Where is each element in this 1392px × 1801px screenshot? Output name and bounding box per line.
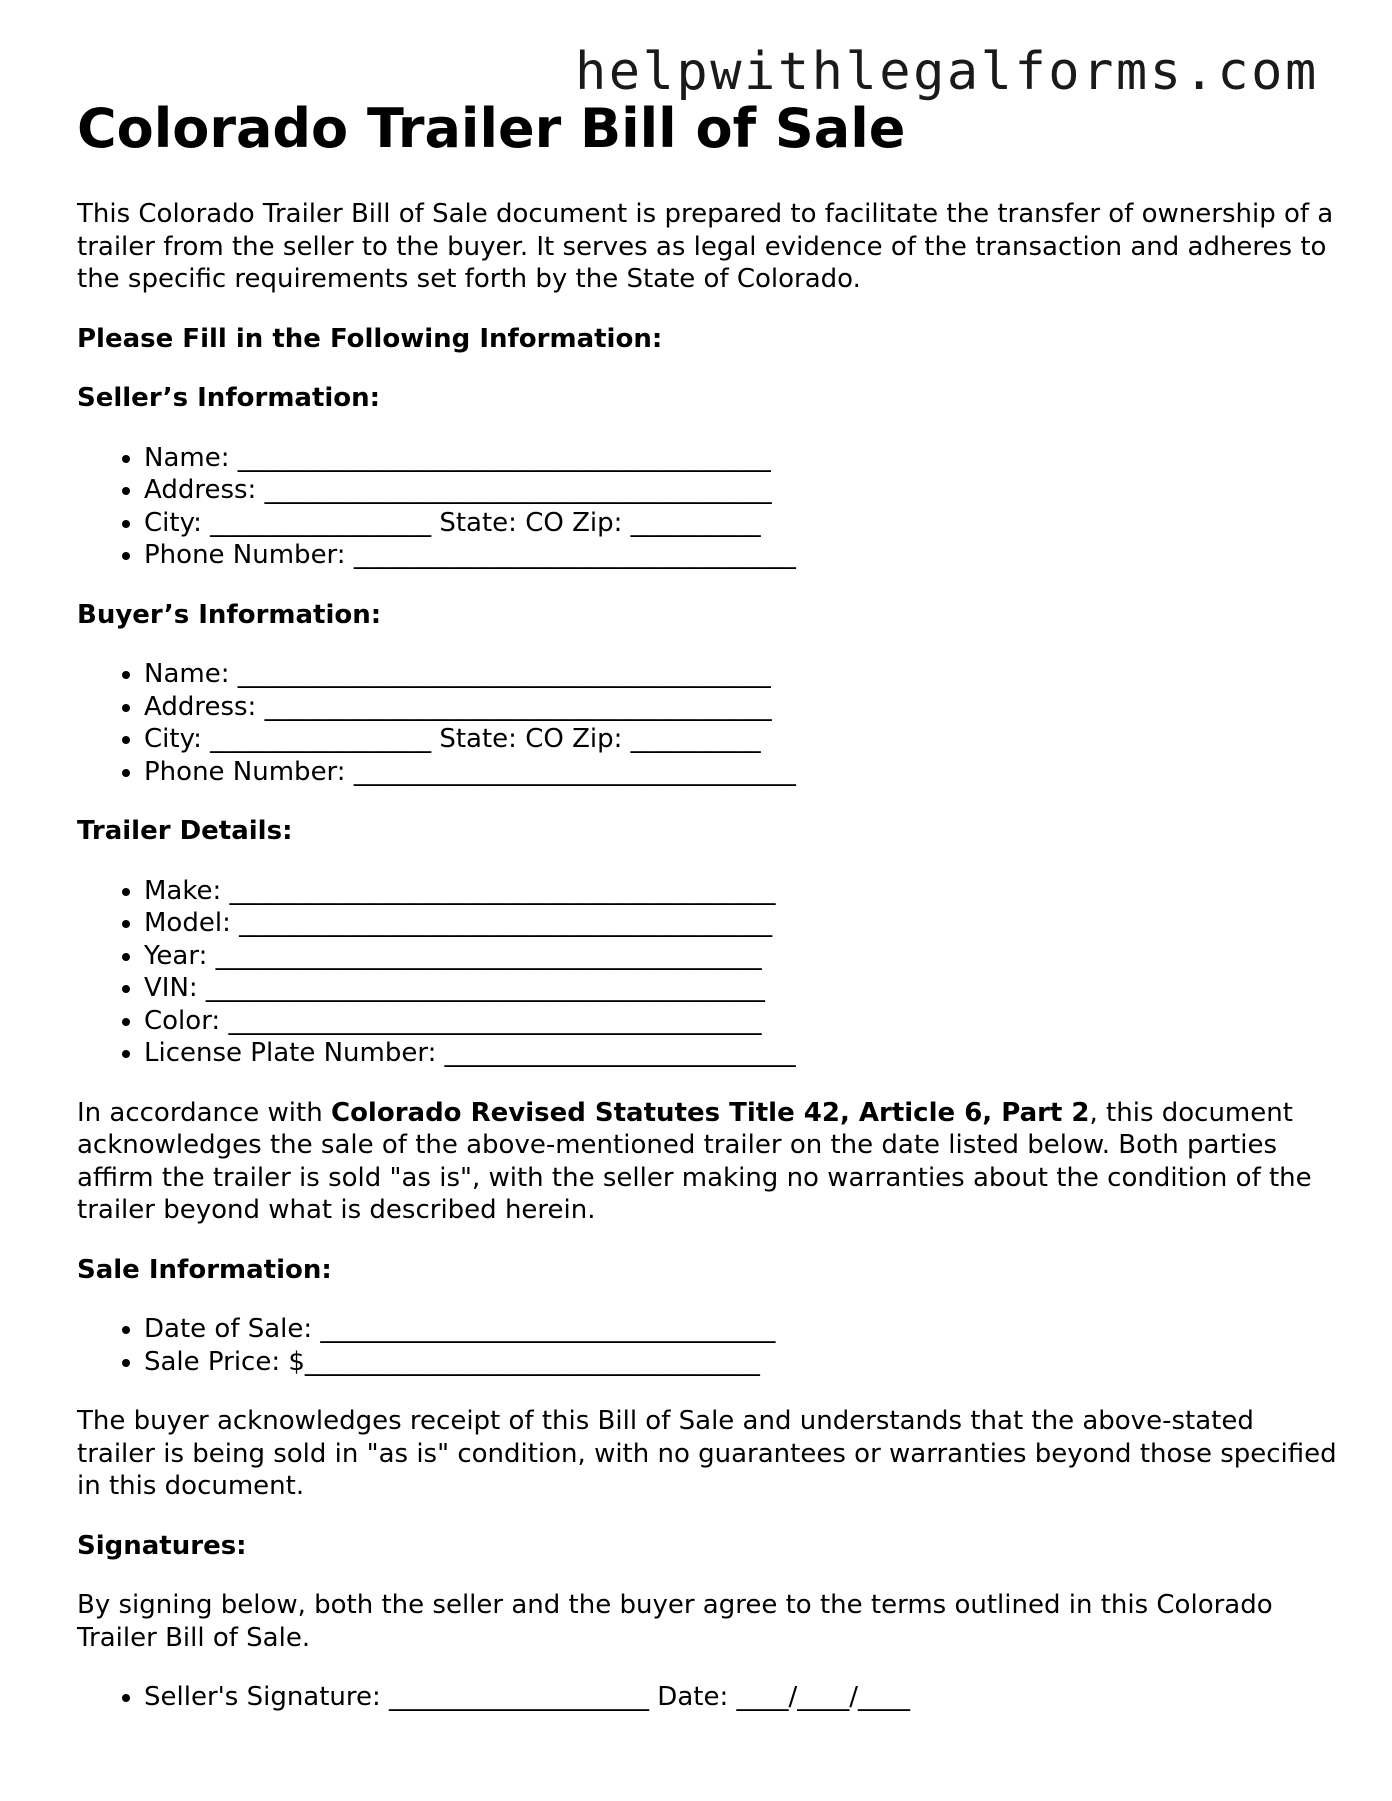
trailer-color-field[interactable]: • Color: _________________________________________ xyxy=(144,1005,1337,1038)
buyer-phone-field[interactable]: • Phone Number: __________________________________ xyxy=(144,756,1337,789)
seller-city-state-zip-field[interactable]: • City: _________________ State: CO Zip: __________ xyxy=(144,507,1337,540)
statute-paragraph xyxy=(77,1097,1337,1227)
buyer-heading: Buyer’s Information: xyxy=(77,599,382,630)
sale-info-list xyxy=(77,1313,1337,1378)
intro-paragraph: This Colorado Trailer Bill of Sale document is prepared to facilitate the transfer of ownership of a trailer from the seller to the buyer. It serves as legal evidence of the transaction and adheres to the specific requirements set forth by the State of Colorado. xyxy=(77,199,1334,294)
trailer-year-field[interactable]: • Year: __________________________________________ xyxy=(144,940,1337,973)
buyer-name-field[interactable]: • Name: _________________________________________ xyxy=(144,658,1337,691)
acknowledgement-paragraph: The buyer acknowledges receipt of this Bill of Sale and understands that the above-stated trailer is being sold in "as is" condition, with no guarantees or warranties beyond those specified in this document. xyxy=(77,1406,1337,1501)
signatures-list xyxy=(77,1681,1337,1714)
seller-heading: Seller’s Information: xyxy=(77,383,381,413)
sale-price-field[interactable]: • Sale Price: $___________________________________ xyxy=(144,1346,1337,1379)
statute-text-after: , this document acknowledges the sale of the above-mentioned trailer on the date listed below. Both parties affirm the trailer is sold "as is", with the seller making no warranties about the condition of the trailer beyond what is described herein. xyxy=(77,1097,1312,1225)
seller-info-list xyxy=(77,442,1337,572)
trailer-vin-field[interactable]: • VIN: ___________________________________________ xyxy=(144,972,1337,1005)
buyer-address-field[interactable]: • Address: _______________________________________ xyxy=(144,691,1337,724)
buyer-info-list xyxy=(77,658,1337,788)
document-body xyxy=(77,198,1337,1741)
watermark: helpwithlegalforms.com xyxy=(575,42,1319,102)
trailer-make-field[interactable]: • Make: __________________________________________ xyxy=(144,875,1337,908)
seller-name-field[interactable]: • Name: _________________________________________ xyxy=(144,442,1337,475)
sale-heading: Sale Information: xyxy=(77,1254,332,1285)
seller-phone-field[interactable]: • Phone Number: __________________________________ xyxy=(144,539,1337,572)
document-title: Colorado Trailer Bill of Sale xyxy=(77,97,906,160)
fill-heading: Please Fill in the Following Information: xyxy=(77,323,663,354)
trailer-heading: Trailer Details: xyxy=(77,816,293,846)
statute-text-before: In accordance with xyxy=(77,1097,331,1128)
seller-address-field[interactable]: • Address: _______________________________________ xyxy=(144,474,1337,507)
buyer-city-state-zip-field[interactable]: • City: _________________ State: CO Zip: __________ xyxy=(144,723,1337,756)
seller-signature-field[interactable]: • Seller's Signature: ____________________ Date: ____/____/____ xyxy=(144,1681,1337,1714)
signatures-paragraph: By signing below, both the seller and the buyer agree to the terms outlined in this Colorado Trailer Bill of Sale. xyxy=(77,1590,1273,1653)
signatures-heading: Signatures: xyxy=(77,1530,247,1561)
trailer-model-field[interactable]: • Model: _________________________________________ xyxy=(144,907,1337,940)
trailer-plate-field[interactable]: • License Plate Number: ___________________________ xyxy=(144,1037,1337,1070)
statute-reference: Colorado Revised Statutes Title 42, Article 6, Part 2 xyxy=(330,1097,1090,1128)
sale-date-field[interactable]: • Date of Sale: ___________________________________ xyxy=(144,1313,1337,1346)
trailer-details-list xyxy=(77,875,1337,1070)
